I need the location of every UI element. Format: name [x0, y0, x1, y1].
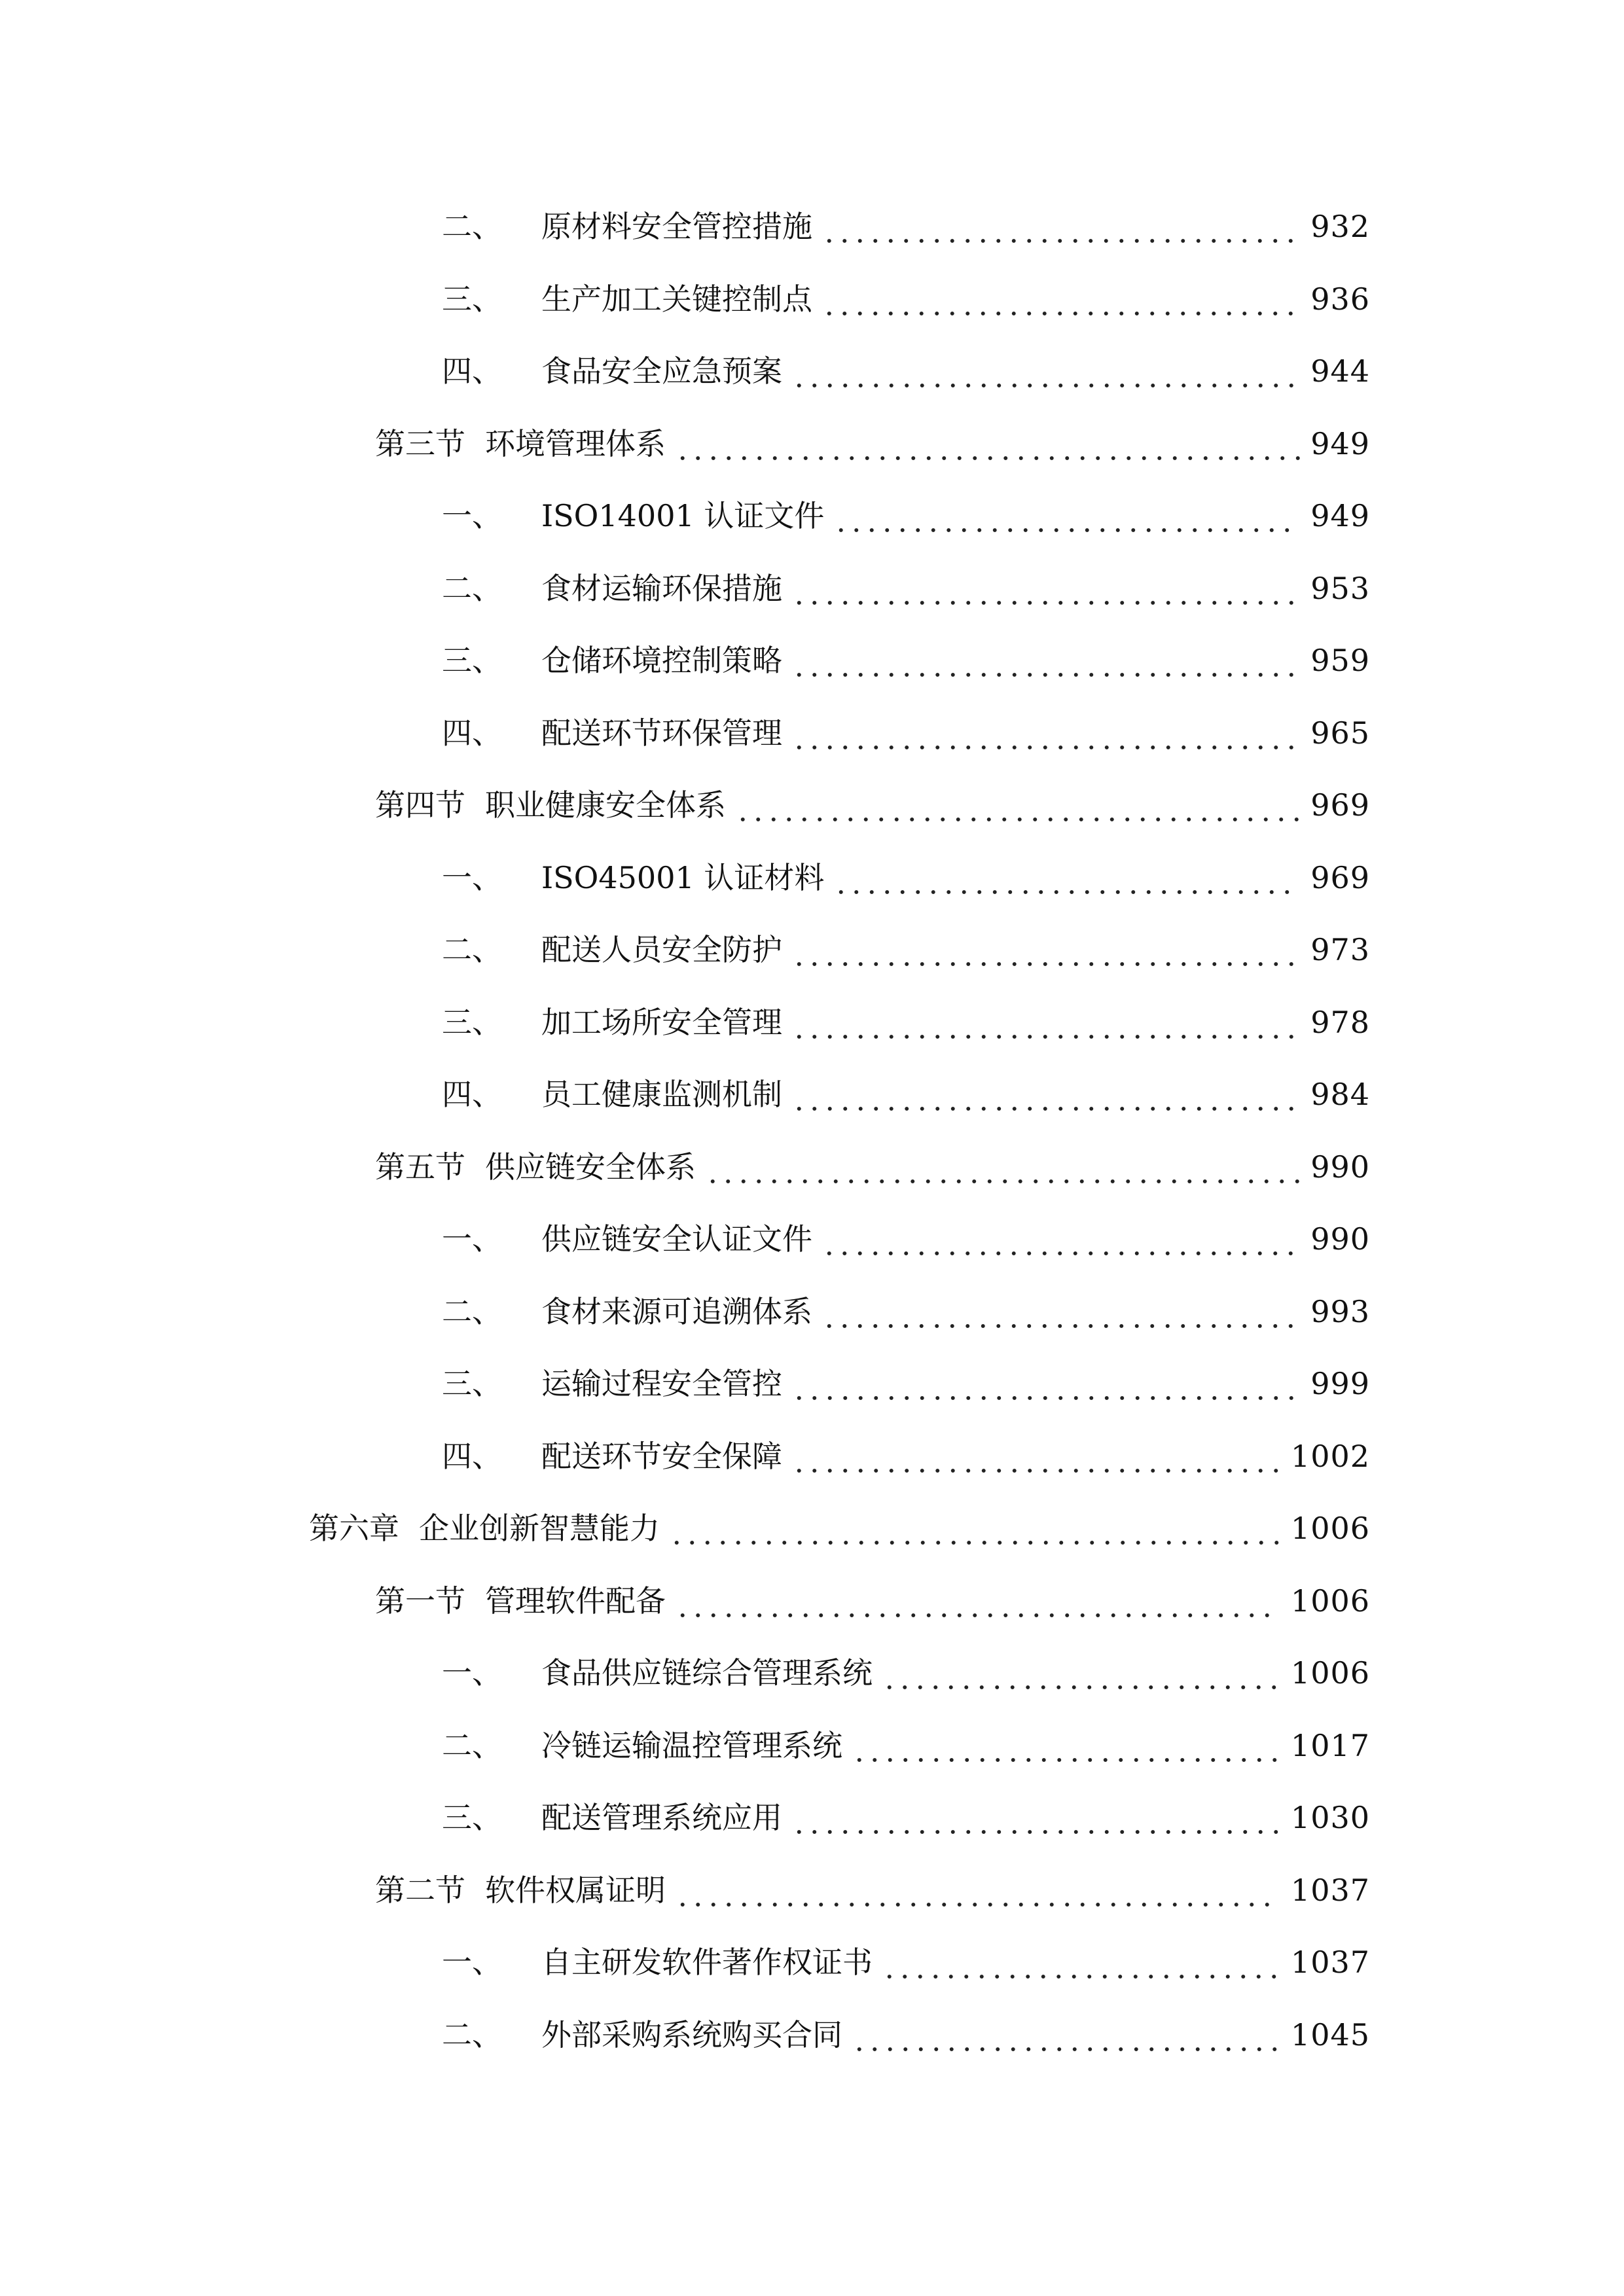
- toc-dot-leader: [791, 1798, 1280, 1837]
- toc-entry-number: 二、: [442, 932, 502, 967]
- toc-dot-leader: [791, 1364, 1300, 1403]
- toc-entry-title: 配送人员安全防护: [541, 932, 782, 967]
- toc-dot-leader: [791, 930, 1300, 969]
- toc-entry-section[interactable]: [375, 1857, 1370, 1910]
- toc-dot-leader: [791, 641, 1300, 680]
- toc-entry-item[interactable]: [442, 556, 1370, 608]
- toc-page-number: 1017: [1290, 1728, 1370, 1763]
- toc-dot-leader: [852, 2015, 1280, 2054]
- toc-entry-title: 生产加工关键控制点: [541, 281, 812, 317]
- toc-page-number: 932: [1310, 209, 1370, 244]
- toc-entry-title: 供应链安全体系: [485, 1149, 696, 1185]
- toc-page-number: 1037: [1290, 1873, 1370, 1908]
- toc-page-number: 1030: [1290, 1800, 1370, 1835]
- toc-page-number: 1037: [1290, 1945, 1370, 1980]
- toc-entry-number: 二、: [442, 209, 502, 244]
- toc-page-number: 1006: [1290, 1511, 1370, 1546]
- toc-dot-leader: [791, 1003, 1300, 1042]
- toc-page-number: 990: [1310, 1149, 1370, 1185]
- toc-dot-leader: [833, 858, 1300, 897]
- toc-entry-section[interactable]: [375, 772, 1370, 825]
- toc-dot-leader: [882, 1653, 1280, 1693]
- toc-entry-number: 一、: [442, 1655, 502, 1691]
- toc-entry-number: 三、: [442, 1800, 502, 1835]
- toc-dot-leader: [821, 207, 1300, 246]
- toc-page-number: 949: [1310, 498, 1370, 533]
- toc-dot-leader: [791, 351, 1300, 391]
- toc-page-number: 1045: [1290, 2017, 1370, 2053]
- toc-entry-title: 食材运输环保措施: [541, 571, 782, 606]
- toc-page-number: 949: [1310, 426, 1370, 461]
- toc-dot-leader: [675, 1871, 1280, 1910]
- toc-page-number: 944: [1310, 353, 1370, 389]
- toc-dot-leader: [735, 785, 1300, 825]
- toc-dot-leader: [852, 1726, 1280, 1765]
- toc-entry-item[interactable]: [442, 338, 1370, 391]
- toc-dot-leader: [821, 1219, 1300, 1259]
- toc-entry-item[interactable]: [442, 483, 1370, 535]
- toc-entry-title: ISO45001 认证材料: [541, 860, 825, 895]
- toc-entry-number: 第一节: [375, 1583, 465, 1619]
- toc-entry-title: 配送环节安全保障: [541, 1439, 782, 1474]
- toc-entry-number: 四、: [442, 353, 502, 389]
- toc-dot-leader: [705, 1147, 1300, 1187]
- toc-entry-item[interactable]: [442, 1062, 1370, 1114]
- toc-dot-leader: [675, 1581, 1280, 1621]
- toc-dot-leader: [669, 1509, 1280, 1548]
- toc-entry-title: 冷链运输温控管理系统: [541, 1728, 842, 1763]
- toc-entry-item[interactable]: [442, 1929, 1370, 1982]
- toc-entry-item[interactable]: [442, 917, 1370, 969]
- toc-dot-leader: [791, 1075, 1300, 1114]
- toc-entry-number: 二、: [442, 1728, 502, 1763]
- toc-entry-number: 一、: [442, 1945, 502, 1980]
- toc-entry-title: 环境管理体系: [485, 426, 666, 461]
- toc-entry-item[interactable]: [442, 266, 1370, 319]
- toc-entry-section[interactable]: [375, 1134, 1370, 1187]
- toc-page-number: 969: [1310, 860, 1370, 895]
- toc-entry-title: 自主研发软件著作权证书: [541, 1945, 873, 1980]
- toc-entry-item[interactable]: [442, 700, 1370, 753]
- toc-entry-item[interactable]: [442, 194, 1370, 246]
- toc-entry-number: 第二节: [375, 1873, 465, 1908]
- toc-entry-title: 企业创新智慧能力: [419, 1511, 660, 1546]
- toc-page-number: 959: [1310, 643, 1370, 678]
- toc-page-number: 1006: [1290, 1583, 1370, 1619]
- toc-entry-number: 一、: [442, 1221, 502, 1257]
- toc-entry-title: 食品安全应急预案: [541, 353, 782, 389]
- toc-entry-title: 外部采购系统购买合同: [541, 2017, 842, 2053]
- toc-entry-title: 供应链安全认证文件: [541, 1221, 812, 1257]
- toc-page-number: 984: [1310, 1077, 1370, 1112]
- toc-entry-number: 三、: [442, 281, 502, 317]
- toc-entry-number: 一、: [442, 860, 502, 895]
- toc-entry-item[interactable]: [442, 1206, 1370, 1259]
- toc-page-number: 978: [1310, 1005, 1370, 1040]
- toc-entry-number: 四、: [442, 1439, 502, 1474]
- toc-entry-item[interactable]: [442, 1713, 1370, 1765]
- toc-entry-item[interactable]: [442, 1351, 1370, 1403]
- toc-entry-number: 二、: [442, 571, 502, 606]
- toc-entry-section[interactable]: [375, 1568, 1370, 1621]
- toc-entry-title: 配送管理系统应用: [541, 1800, 782, 1835]
- toc-entry-number: 三、: [442, 643, 502, 678]
- toc-entry-title: 配送环节环保管理: [541, 715, 782, 751]
- toc-entry-number: 四、: [442, 1077, 502, 1112]
- toc-entry-number: 第六章: [309, 1511, 399, 1546]
- toc-entry-section[interactable]: [375, 411, 1370, 463]
- toc-entry-chapter[interactable]: [309, 1496, 1370, 1548]
- toc-dot-leader: [791, 1437, 1280, 1476]
- toc-dot-leader: [791, 713, 1300, 753]
- toc-entry-item[interactable]: [442, 1279, 1370, 1331]
- toc-entry-title: 管理软件配备: [485, 1583, 666, 1619]
- toc-entry-title: ISO14001 认证文件: [541, 498, 825, 533]
- toc-entry-title: 食材来源可追溯体系: [541, 1294, 812, 1329]
- toc-entry-title: 原材料安全管控措施: [541, 209, 812, 244]
- toc-entry-number: 三、: [442, 1366, 502, 1401]
- toc-entry-title: 员工健康监测机制: [541, 1077, 782, 1112]
- toc-entry-item[interactable]: [442, 628, 1370, 680]
- toc-entry-number: 一、: [442, 498, 502, 533]
- toc-dot-leader: [675, 424, 1300, 463]
- toc-entry-item[interactable]: [442, 1424, 1370, 1476]
- toc-entry-item[interactable]: [442, 1640, 1370, 1693]
- toc-entry-title: 加工场所安全管理: [541, 1005, 782, 1040]
- toc-entry-number: 四、: [442, 715, 502, 751]
- toc-page-number: 993: [1310, 1294, 1370, 1329]
- toc-entry-item[interactable]: [442, 1785, 1370, 1837]
- toc-page-number: 953: [1310, 571, 1370, 606]
- toc-entry-title: 食品供应链综合管理系统: [541, 1655, 873, 1691]
- toc-entry-title: 仓储环境控制策略: [541, 643, 782, 678]
- toc-entry-title: 运输过程安全管控: [541, 1366, 782, 1401]
- toc-page-number: 936: [1310, 281, 1370, 317]
- toc-page-number: 999: [1310, 1366, 1370, 1401]
- toc-dot-leader: [821, 279, 1300, 319]
- toc-entry-number: 三、: [442, 1005, 502, 1040]
- toc-dot-leader: [791, 569, 1300, 608]
- toc-page-number: 1006: [1290, 1655, 1370, 1691]
- toc-dot-leader: [821, 1292, 1300, 1331]
- toc-entry-item[interactable]: [442, 2002, 1370, 2054]
- toc-entry-item[interactable]: [442, 990, 1370, 1042]
- toc-entry-title: 职业健康安全体系: [485, 787, 726, 823]
- toc-dot-leader: [882, 1943, 1280, 1982]
- toc-entry-number: 二、: [442, 1294, 502, 1329]
- toc-page-number: 1002: [1290, 1439, 1370, 1474]
- toc-entry-title: 软件权属证明: [485, 1873, 666, 1908]
- toc-entry-number: 第四节: [375, 787, 465, 823]
- toc-dot-leader: [833, 496, 1300, 535]
- toc-page-number: 969: [1310, 787, 1370, 823]
- toc-entry-number: 第五节: [375, 1149, 465, 1185]
- toc-entry-item[interactable]: [442, 845, 1370, 897]
- toc-page-number: 990: [1310, 1221, 1370, 1257]
- toc-page-number: 965: [1310, 715, 1370, 751]
- toc-page-number: 973: [1310, 932, 1370, 967]
- toc-entry-number: 第三节: [375, 426, 465, 461]
- toc-entry-number: 二、: [442, 2017, 502, 2053]
